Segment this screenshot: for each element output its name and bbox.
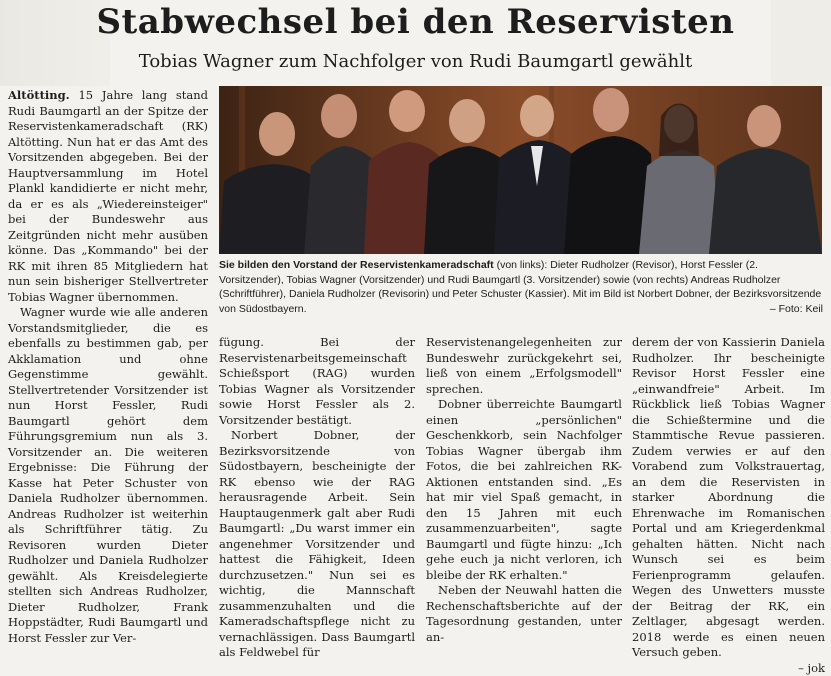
article-paragraph: Dobner überreichte Baumgartl einen „persönlichen" Geschenkkorb, sein Nachfolger Tobias Wagner übergab ihm Fotos, die bei zahlreichen RK-Aktionen entstanden sind. „Es hat mir viel Spaß gemacht, in den 15 Jahren mit euch zusammenzuarbeiten", sagte Baumgartl und fügte hinzu: „Ich gehe euch ja nicht verloren, ich bleibe der RK erhalten." xyxy=(426,397,622,583)
subhead: Tobias Wagner zum Nachfolger von Rudi Baumgartl gewählt xyxy=(0,50,831,74)
paragraph-text: 15 Jahre lang stand Rudi Baumgartl an der Spitze der Reservistenkameradschaft (RK) Altötting. Nun hat er das Amt des Vorsitzenden abgegeben. Bei der Hauptversammlung im Hotel Plankl kandidierte er nicht mehr, da er es als „Wiedereinsteiger" bei der Bundeswehr aus Zeitgründen nicht mehr ausüben könne. Das „Kommando" bei der RK mit ihren 85 Mitgliedern hat nun sein bisheriger Stellvertreter Tobias Wagner übernommen. xyxy=(8,88,208,304)
article-paragraph: derem der von Kassierin Daniela Rudholzer. Ihr bescheinigte Revisor Horst Fessler eine „einwandfreie" Arbeit. Im Rückblick ließ Tobias Wagner die Schießtermine und die Stammtische Revue passieren. Zudem verwies er auf den Vorabend zum Volkstrauertag, an dem die Reservisten in starker Abordnung die Ehrenwache im Romanischen Portal und am Kriegerdenkmal gehalten hätten. Nicht nach Wunsch sei es beim Ferienprogramm gelaufen. Wegen des Unwetters musste der Beitrag der RK, ein Zeltlager, abgesagt werden. 2018 werde es einen neuen Versuch geben. xyxy=(632,335,825,661)
photo-caption xyxy=(219,258,823,316)
article-paragraph: Reservistenangelegenheiten zur Bundeswehr zurückgekehrt sei, ließ von einem „Erfolgsmodell" sprechen. xyxy=(426,335,622,397)
article-paragraph xyxy=(8,88,208,305)
headline: Stabwechsel bei den Reservisten xyxy=(0,0,831,44)
article-column-2 xyxy=(219,335,415,661)
author-signature: – jok xyxy=(632,661,825,676)
caption-lead: Sie bilden den Vorstand der Reservistenkameradschaft xyxy=(219,259,494,271)
caption-text: (von links): Dieter Rudholzer (Revisor), Horst Fessler (2. Vorsitzender), Tobias Wagner (Vorsitzender) und Rudi Baumgartl (3. Vorsitzender) sowie (von rechts) Andreas Rudholzer (Schriftführer), Daniela Rudholzer (Revisorin) und Peter Schuster (Kassier). Mit im Bild ist Norbert Dobner, der Bezirksvorsitzende von Südostbayern. xyxy=(219,259,821,315)
article-paragraph: fügung. Bei der Reservistenarbeitsgemeinschaft Schießsport (RAG) wurden Tobias Wagner als Vorsitzender sowie Horst Fessler als 2. Vorsitzender bestätigt. xyxy=(219,335,415,428)
article-paragraph: Wagner wurde wie alle anderen Vorstandsmitglieder, die es ebenfalls zu bestimmen gab, per Akklamation und ohne Gegenstimme gewählt. Stellvertretender Vorsitzender ist nun Horst Fessler, Rudi Baumgartl gehört dem Führungsgremium nun als 3. Vorsitzender an. Die weiteren Ergebnisse: Die Führung der Kasse hat Peter Schuster von Daniela Rudholzer übernommen. Andreas Rudholzer ist weiterhin als Schriftführer tätig. Zu Revisoren wurden Dieter Rudholzer und Daniela Rudholzer gewählt. Als Kreisdelegierte stellten sich Andreas Rudholzer, Dieter Rudholzer, Frank Hoppstädter, Rudi Baumgartl und Horst Fessler zur Ver- xyxy=(8,305,208,646)
photo-credit: – Foto: Keil xyxy=(770,302,823,317)
article-paragraph: Neben der Neuwahl hatten die Rechenschaftsberichte auf der Tagesordnung gestanden, unter an- xyxy=(426,583,622,645)
group-photo xyxy=(219,86,822,254)
article-paragraph: Norbert Dobner, der Bezirksvorsitzende von Südostbayern, bescheinigte der RK ebenso wie der RAG herausragende Arbeit. Sein Hauptaugenmerk galt aber Rudi Baumgartl: „Du warst immer ein angenehmer Vorsitzender und hattest die Fähigkeit, Ideen durchzusetzen." Nun sei es wichtig, die Mannschaft zusammenzuhalten und die Kameradschaftspflege nicht zu vernachlässigen. Dass Baumgartl als Feldwebel für xyxy=(219,428,415,661)
group-photo-illustration xyxy=(219,86,822,254)
article-column-3 xyxy=(426,335,622,645)
article-column-1 xyxy=(8,88,208,646)
dateline: Altötting. xyxy=(8,88,70,102)
article-column-4 xyxy=(632,335,825,676)
